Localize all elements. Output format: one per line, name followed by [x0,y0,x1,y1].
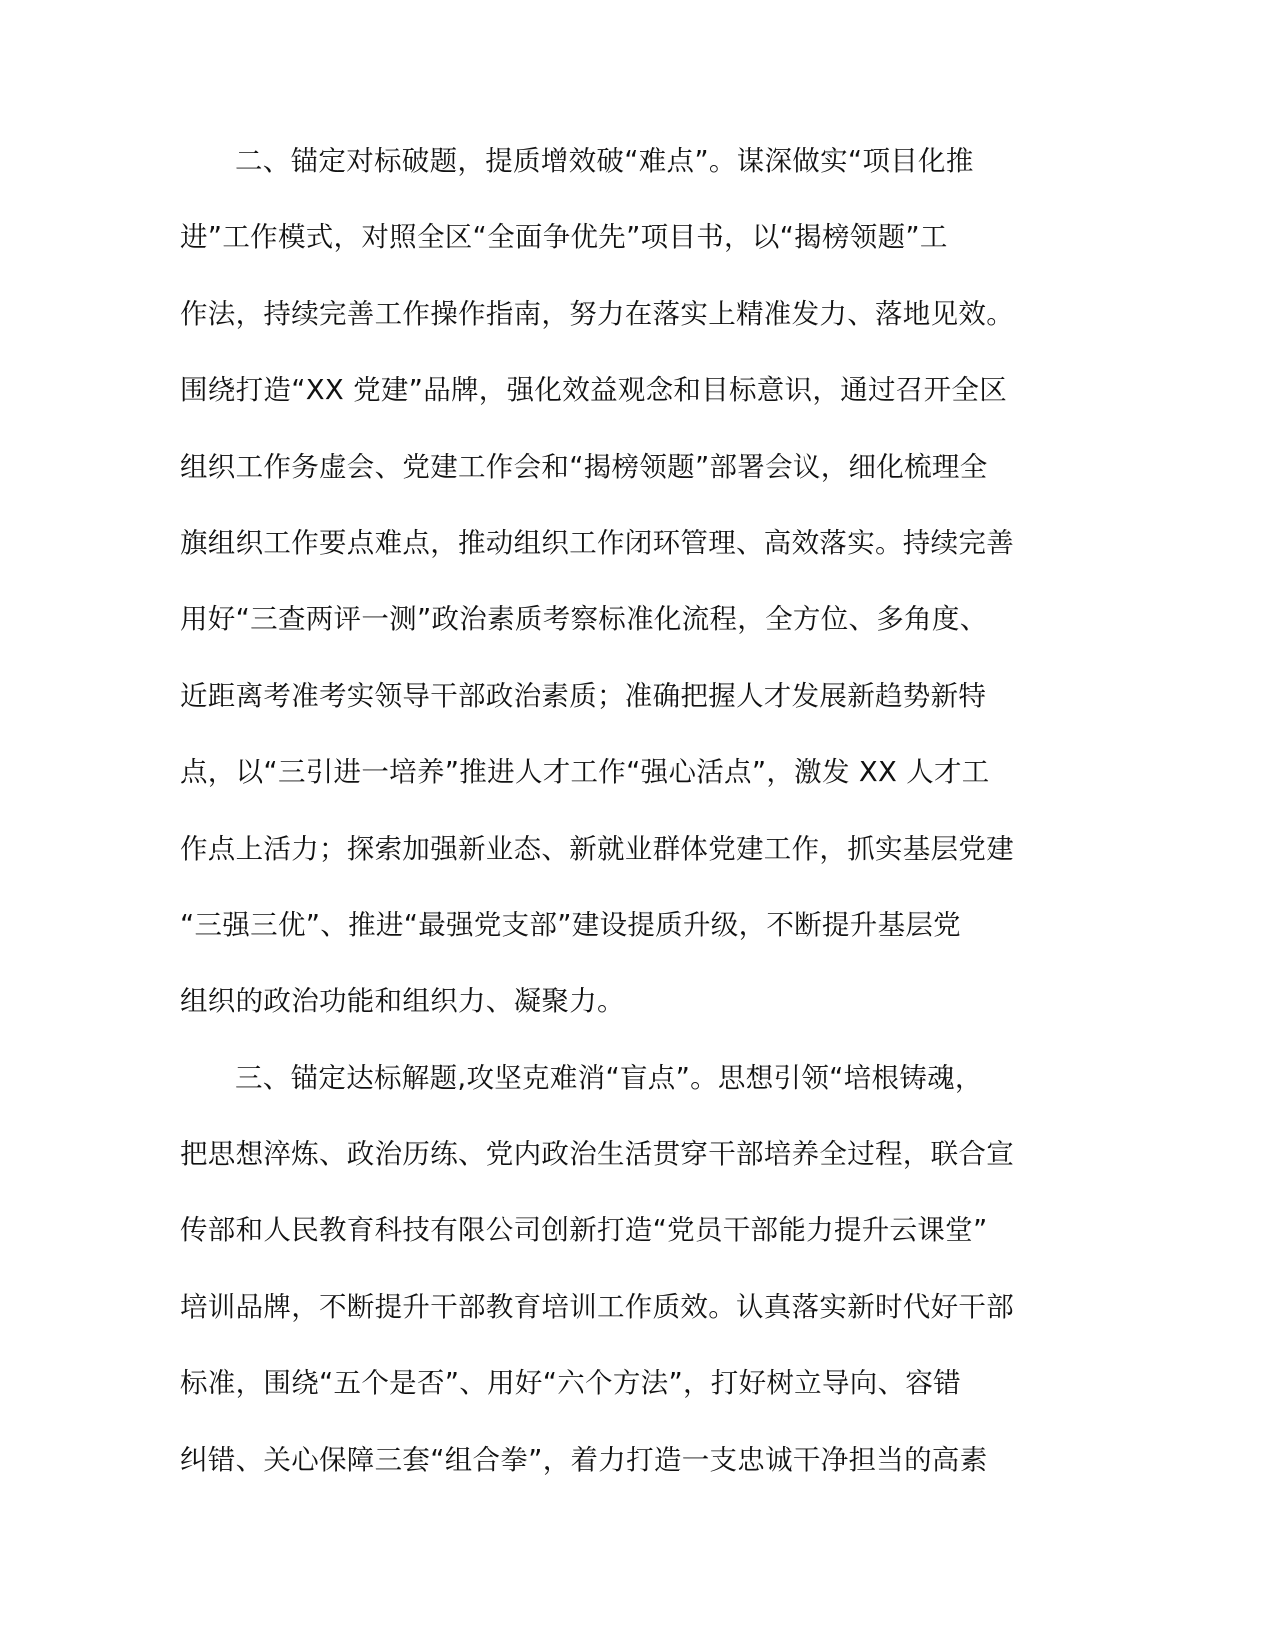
paragraph-2-line-6: 旗组织工作要点难点，推动组织工作闭环管理、高效落实。持续完善 [180,526,1014,559]
body-text [180,134,1080,1509]
paragraph-3-line-2: 把思想淬炼、政治历练、党内政治生活贯穿干部培养全过程，联合宣 [180,1138,1014,1171]
paragraph-2-line-8: 近距离考准考实领导干部政治素质；准确把握人才发展新趋势新特 [180,679,987,712]
paragraph-3-line-6: 纠错、关心保障三套“组合拳”，着力打造一支忠诚干净担当的高素 [180,1443,988,1476]
paragraph-2-line-11: “三强三优”、推进“最强党支部”建设提质升级，不断提升基层党 [180,908,961,941]
paragraph-3-line-4: 培训品牌，不断提升干部教育培训工作质效。认真落实新时代好干部 [180,1290,1014,1323]
paragraph-2-line-5: 组织工作务虚会、党建工作会和“揭榜领题”部署会议，细化梳理全 [180,450,988,483]
paragraph-2-line-12: 组织的政治功能和组织力、凝聚力。 [180,985,625,1018]
paragraph-2-line-2: 进”工作模式，对照全区“全面争优先”项目书，以“揭榜领题”工 [180,221,948,254]
paragraph-2-line-1: 二、锚定对标破题，提质增效破“难点”。谋深做实“项目化推 [235,145,974,177]
paragraph-3-line-3: 传部和人民教育科技有限公司创新打造“党员干部能力提升云课堂” [180,1214,988,1247]
paragraph-2-line-7: 用好“三查两评一测”政治素质考察标准化流程，全方位、多角度、 [180,603,988,636]
paragraph-2-line-4: 围绕打造“XX 党建”品牌，强化效益观念和目标意识，通过召开全区 [180,374,1008,407]
paragraph-3-line-5: 标准，围绕“五个是否”、用好“六个方法”，打好树立导向、容错 [180,1367,961,1400]
paragraph-2-line-3: 作法，持续完善工作操作指南，努力在落实上精准发力、落地见效。 [180,297,1014,330]
paragraph-2-line-10: 作点上活力；探索加强新业态、新就业群体党建工作，抓实基层党建 [180,832,1014,865]
paragraph-3-line-1: 三、锚定达标解题,攻坚克难消“盲点”。思想引领“培根铸魂， [235,1061,983,1094]
paragraph-2-line-9: 点，以“三引进一培养”推进人才工作“强心活点”，激发 XX 人才工 [180,756,990,789]
